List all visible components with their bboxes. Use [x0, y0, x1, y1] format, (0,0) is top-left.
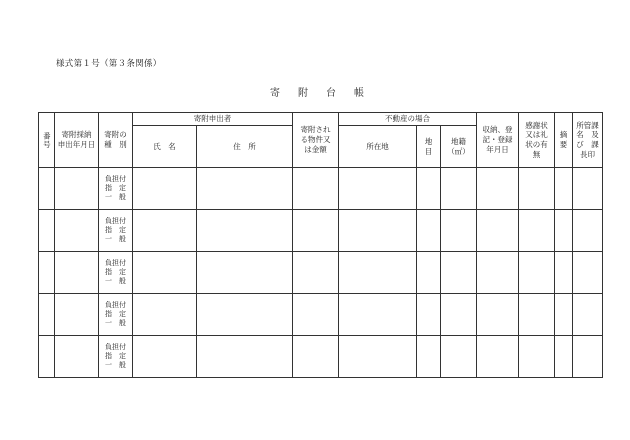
- cell-donation-type[interactable]: [99, 294, 133, 336]
- cell-donation-type[interactable]: [99, 210, 133, 252]
- header-registration-date: 収納、登 記・登録 年月日: [477, 113, 519, 168]
- cell-donation-type[interactable]: [99, 336, 133, 378]
- cell-number[interactable]: [39, 336, 55, 378]
- cell-thank-letter[interactable]: [519, 252, 555, 294]
- cell-registration-date[interactable]: [477, 336, 519, 378]
- cell-thank-letter[interactable]: [519, 336, 555, 378]
- cell-land-category[interactable]: [417, 294, 441, 336]
- cell-address[interactable]: [197, 168, 293, 210]
- header-number: 番号: [39, 113, 55, 168]
- cell-accept-date[interactable]: [55, 168, 99, 210]
- type-option-designated: 指 定: [105, 225, 126, 234]
- cell-donated-item[interactable]: [293, 294, 339, 336]
- title-char: 附: [298, 88, 308, 99]
- cell-location[interactable]: [339, 252, 417, 294]
- header-location: 所在地: [339, 126, 417, 168]
- cell-accept-date[interactable]: [55, 336, 99, 378]
- cell-area[interactable]: [441, 294, 477, 336]
- cell-remarks[interactable]: [555, 210, 573, 252]
- cell-area[interactable]: [441, 210, 477, 252]
- table-row: [39, 168, 603, 210]
- type-option-designated: 指 定: [105, 183, 126, 192]
- cell-land-category[interactable]: [417, 210, 441, 252]
- cell-donated-item[interactable]: [293, 210, 339, 252]
- cell-thank-letter[interactable]: [519, 210, 555, 252]
- cell-registration-date[interactable]: [477, 294, 519, 336]
- type-option-general: 一 般: [105, 193, 126, 202]
- cell-registration-date[interactable]: [477, 168, 519, 210]
- cell-name[interactable]: [133, 168, 197, 210]
- type-option-designated: 指 定: [105, 351, 126, 360]
- cell-donation-type[interactable]: [99, 252, 133, 294]
- cell-land-category[interactable]: [417, 252, 441, 294]
- cell-location[interactable]: [339, 210, 417, 252]
- cell-thank-letter[interactable]: [519, 168, 555, 210]
- cell-land-category[interactable]: [417, 168, 441, 210]
- header-applicant: 寄附申出者: [133, 113, 293, 126]
- type-option-burdened: 負担付: [105, 258, 126, 267]
- cell-department[interactable]: [573, 252, 603, 294]
- cell-department[interactable]: [573, 210, 603, 252]
- table-row: [39, 252, 603, 294]
- title-char: 寄: [270, 88, 280, 99]
- header-accept-date: 寄附採納 申出年月日: [55, 113, 99, 168]
- header-name: 氏 名: [133, 126, 197, 168]
- type-option-general: 一 般: [105, 277, 126, 286]
- header-land-category: 地 目: [417, 126, 441, 168]
- cell-address[interactable]: [197, 294, 293, 336]
- cell-donation-type[interactable]: [99, 168, 133, 210]
- type-option-burdened: 負担付: [105, 342, 126, 351]
- page-title: [270, 84, 364, 99]
- header-area: 地籍 （㎡）: [441, 126, 477, 168]
- cell-name[interactable]: [133, 252, 197, 294]
- cell-name[interactable]: [133, 294, 197, 336]
- cell-area[interactable]: [441, 336, 477, 378]
- header-thank-letter: 感謝状 又は礼 状の有 無: [519, 113, 555, 168]
- cell-address[interactable]: [197, 210, 293, 252]
- cell-remarks[interactable]: [555, 294, 573, 336]
- type-option-general: 一 般: [105, 361, 126, 370]
- form-label: 様式第１号（第３条関係）: [56, 59, 162, 69]
- cell-location[interactable]: [339, 294, 417, 336]
- cell-thank-letter[interactable]: [519, 294, 555, 336]
- cell-accept-date[interactable]: [55, 210, 99, 252]
- cell-remarks[interactable]: [555, 252, 573, 294]
- cell-registration-date[interactable]: [477, 252, 519, 294]
- type-option-general: 一 般: [105, 235, 126, 244]
- cell-location[interactable]: [339, 168, 417, 210]
- cell-number[interactable]: [39, 252, 55, 294]
- donation-ledger-table: [38, 112, 603, 378]
- type-option-burdened: 負担付: [105, 216, 126, 225]
- cell-donated-item[interactable]: [293, 168, 339, 210]
- table-row: [39, 294, 603, 336]
- cell-remarks[interactable]: [555, 168, 573, 210]
- cell-land-category[interactable]: [417, 336, 441, 378]
- cell-accept-date[interactable]: [55, 294, 99, 336]
- title-char: 台: [326, 88, 336, 99]
- type-option-designated: 指 定: [105, 267, 126, 276]
- cell-number[interactable]: [39, 210, 55, 252]
- cell-donated-item[interactable]: [293, 336, 339, 378]
- type-option-burdened: 負担付: [105, 174, 126, 183]
- type-option-burdened: 負担付: [105, 300, 126, 309]
- cell-registration-date[interactable]: [477, 210, 519, 252]
- cell-address[interactable]: [197, 252, 293, 294]
- cell-number[interactable]: [39, 168, 55, 210]
- table-row: [39, 210, 603, 252]
- cell-department[interactable]: [573, 168, 603, 210]
- type-option-general: 一 般: [105, 319, 126, 328]
- cell-department[interactable]: [573, 336, 603, 378]
- header-donated-item: 寄附され る物件又 は金額: [293, 113, 339, 168]
- header-remarks: 摘 要: [555, 113, 573, 168]
- cell-number[interactable]: [39, 294, 55, 336]
- header-donation-type: 寄附の 種 別: [99, 113, 133, 168]
- cell-address[interactable]: [197, 336, 293, 378]
- title-char: 帳: [354, 88, 364, 99]
- cell-area[interactable]: [441, 168, 477, 210]
- cell-department[interactable]: [573, 294, 603, 336]
- cell-donated-item[interactable]: [293, 252, 339, 294]
- type-option-designated: 指 定: [105, 309, 126, 318]
- cell-location[interactable]: [339, 336, 417, 378]
- header-real-estate: 不動産の場合: [339, 113, 477, 126]
- cell-area[interactable]: [441, 252, 477, 294]
- cell-accept-date[interactable]: [55, 252, 99, 294]
- cell-name[interactable]: [133, 336, 197, 378]
- header-address: 住 所: [197, 126, 293, 168]
- table-row: [39, 336, 603, 378]
- cell-remarks[interactable]: [555, 336, 573, 378]
- cell-name[interactable]: [133, 210, 197, 252]
- header-department: 所管課 名 及 び 課 長印: [573, 113, 603, 168]
